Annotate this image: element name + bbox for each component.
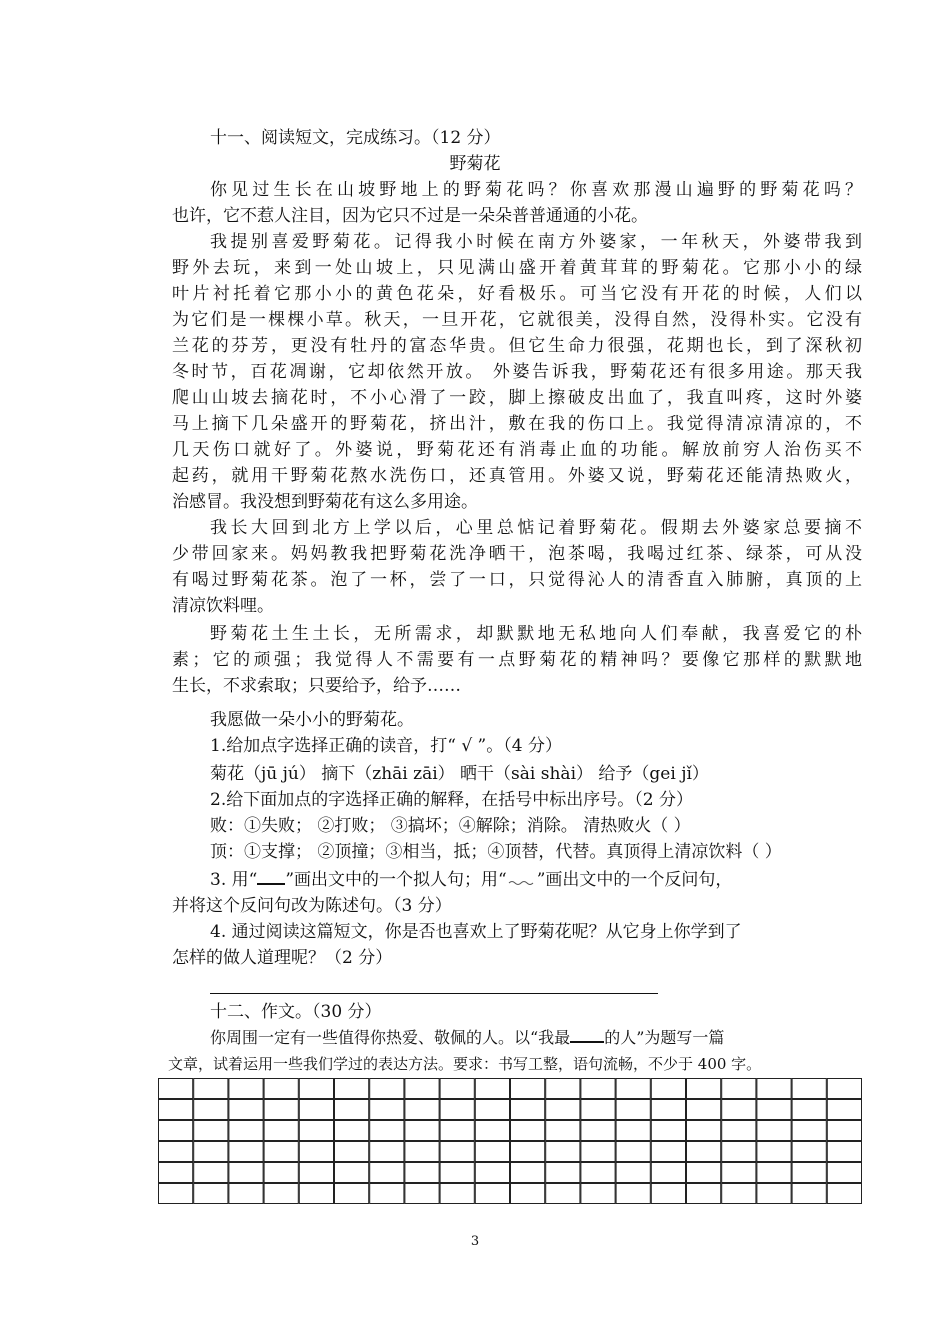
blank-underline <box>570 1027 604 1043</box>
grid-cell[interactable] <box>229 1100 263 1120</box>
grid-cell[interactable] <box>757 1079 791 1099</box>
grid-cell[interactable] <box>546 1142 580 1162</box>
grid-cell[interactable] <box>440 1100 474 1120</box>
passage-line: 治感冒。我没想到野菊花有这么多用途。 <box>172 492 478 512</box>
grid-cell[interactable] <box>827 1142 861 1162</box>
grid-cell[interactable] <box>299 1142 333 1162</box>
grid-cell[interactable] <box>651 1163 685 1183</box>
passage-line: 清凉饮料哩。 <box>172 596 274 616</box>
grid-cell[interactable] <box>370 1163 404 1183</box>
grid-cell[interactable] <box>827 1079 861 1099</box>
grid-cell[interactable] <box>159 1163 193 1183</box>
grid-cell[interactable] <box>475 1079 509 1099</box>
grid-cell[interactable] <box>264 1163 298 1183</box>
grid-cell[interactable] <box>335 1163 369 1183</box>
grid-cell[interactable] <box>651 1100 685 1120</box>
composition-prompt-part-b: 的人”为题写一篇 <box>604 1028 725 1047</box>
grid-cell[interactable] <box>405 1100 439 1120</box>
grid-cell[interactable] <box>581 1163 615 1183</box>
grid-cell[interactable] <box>792 1079 826 1099</box>
question-1-options: 菊花（jū jú） 摘下（zhāi zāi） 晒干（sài shài） 给予（gei jǐ） <box>210 764 709 784</box>
grid-cell[interactable] <box>616 1163 650 1183</box>
question-3-line-2: 并将这个反问句改为陈述句。（3 分） <box>172 896 452 916</box>
grid-cell[interactable] <box>440 1142 474 1162</box>
grid-cell[interactable] <box>651 1184 685 1204</box>
grid-cell[interactable] <box>475 1184 509 1204</box>
grid-cell[interactable] <box>722 1163 756 1183</box>
passage-line: 起药，就用干野菊花熬水洗伤口，还真管用。外婆又说，野菊花还能清热败火， <box>172 466 862 486</box>
grid-cell[interactable] <box>687 1100 721 1120</box>
composition-prompt-line-1 <box>210 1026 862 1050</box>
grid-cell[interactable] <box>757 1184 791 1204</box>
composition-prompt-line-2: 文章，试着运用一些我们学过的表达方法。要求：书写工整，语句流畅，不少于 400 字。 <box>168 1055 762 1073</box>
grid-cell[interactable] <box>264 1100 298 1120</box>
section12-heading: 十二、作文。（30 分） <box>210 1002 382 1022</box>
passage-line: 我长大回到北方上学以后，心里总惦记着野菊花。假期去外婆家总要摘不 <box>210 518 862 538</box>
grid-cell[interactable] <box>194 1142 228 1162</box>
grid-cell[interactable] <box>511 1100 545 1120</box>
grid-cell[interactable] <box>687 1121 721 1141</box>
grid-cell[interactable] <box>511 1184 545 1204</box>
grid-cell[interactable] <box>159 1100 193 1120</box>
grid-cell[interactable] <box>546 1121 580 1141</box>
grid-cell[interactable] <box>194 1163 228 1183</box>
grid-cell[interactable] <box>651 1142 685 1162</box>
grid-cell[interactable] <box>757 1100 791 1120</box>
grid-cell[interactable] <box>722 1121 756 1141</box>
grid-cell[interactable] <box>827 1184 861 1204</box>
writing-grid[interactable] <box>158 1078 862 1204</box>
grid-cell[interactable] <box>299 1079 333 1099</box>
passage-line: 兰花的芬芳，更没有牡丹的富态华贵。但它生命力很强，花期也长，到了深秋初 <box>172 336 862 356</box>
grid-cell[interactable] <box>511 1142 545 1162</box>
grid-cell[interactable] <box>159 1079 193 1099</box>
passage-line: 少带回家来。妈妈教我把野菊花洗净晒干，泡茶喝，我喝过红茶、绿茶，可从没 <box>172 544 862 564</box>
grid-cell[interactable] <box>722 1100 756 1120</box>
grid-cell[interactable] <box>827 1163 861 1183</box>
grid-cell[interactable] <box>546 1163 580 1183</box>
grid-cell[interactable] <box>440 1163 474 1183</box>
grid-cell[interactable] <box>511 1121 545 1141</box>
composition-prompt-part-a: 你周围一定有一些值得你热爱、敬佩的人。以“我最 <box>210 1028 571 1047</box>
passage-line: 我愿做一朵小小的野菊花。 <box>210 710 414 730</box>
grid-cell[interactable] <box>792 1184 826 1204</box>
grid-cell[interactable] <box>546 1184 580 1204</box>
question-2-line-1: 败：①失败； ②打败； ③搞坏；④解除；消除。 清热败火（ ） <box>210 816 691 836</box>
grid-cell[interactable] <box>335 1184 369 1204</box>
grid-cell[interactable] <box>440 1121 474 1141</box>
grid-cell[interactable] <box>264 1079 298 1099</box>
grid-cell[interactable] <box>405 1079 439 1099</box>
question-4-line-1: 4. 通过阅读这篇短文，你是否也喜欢上了野菊花呢？从它身上你学到了 <box>210 922 742 942</box>
grid-cell[interactable] <box>757 1142 791 1162</box>
grid-cell[interactable] <box>194 1079 228 1099</box>
grid-cell[interactable] <box>722 1184 756 1204</box>
passage-line: 素；它的顽强；我觉得人不需要有一点野菊花的精神吗？要像它那样的默默地 <box>172 650 862 670</box>
grid-cell[interactable] <box>616 1121 650 1141</box>
passage-line: 你见过生长在山坡野地上的野菊花吗？你喜欢那漫山遍野的野菊花吗？ <box>210 180 862 200</box>
passage-line: 几天伤口就好了。外婆说，野菊花还有消毒止血的功能。解放前穷人治伤买不 <box>172 440 862 460</box>
passage-line: 我提别喜爱野菊花。记得我小时候在南方外婆家，一年秋天，外婆带我到 <box>210 232 862 252</box>
grid-cell[interactable] <box>757 1121 791 1141</box>
grid-cell[interactable] <box>299 1184 333 1204</box>
grid-cell[interactable] <box>299 1100 333 1120</box>
passage-line: 生长，不求索取；只要给予，给予…… <box>172 676 461 696</box>
grid-cell[interactable] <box>159 1121 193 1141</box>
grid-cell[interactable] <box>546 1100 580 1120</box>
grid-cell[interactable] <box>722 1142 756 1162</box>
grid-cell[interactable] <box>229 1121 263 1141</box>
grid-cell[interactable] <box>229 1079 263 1099</box>
grid-cell[interactable] <box>440 1184 474 1204</box>
passage-title: 野菊花 <box>449 154 501 174</box>
grid-cell[interactable] <box>651 1079 685 1099</box>
question-3-part-2: ”画出文中的一个拟人句；用“ <box>285 870 507 890</box>
grid-cell[interactable] <box>792 1163 826 1183</box>
question-4-line-2: 怎样的做人道理呢？（2 分） <box>172 948 393 968</box>
grid-cell[interactable] <box>475 1100 509 1120</box>
grid-cell[interactable] <box>616 1184 650 1204</box>
passage-line: 冬时节，百花凋谢，它却依然开放。 外婆告诉我，野菊花还有很多用途。那天我 <box>172 362 862 382</box>
grid-cell[interactable] <box>370 1121 404 1141</box>
grid-cell[interactable] <box>827 1100 861 1120</box>
grid-cell[interactable] <box>651 1121 685 1141</box>
answer-line <box>210 993 658 994</box>
grid-cell[interactable] <box>405 1121 439 1141</box>
grid-cell[interactable] <box>194 1121 228 1141</box>
grid-cell[interactable] <box>229 1184 263 1204</box>
question-2-prompt: 2.给下面加点的字选择正确的解释，在括号中标出序号。（2 分） <box>210 790 693 810</box>
grid-cell[interactable] <box>687 1079 721 1099</box>
passage-line: 为它们是一棵棵小草。秋天，一旦开花，它就很美，没得自然，没得朴实。它没有 <box>172 310 862 330</box>
grid-cell[interactable] <box>687 1142 721 1162</box>
grid-cell[interactable] <box>616 1142 650 1162</box>
passage-line: 马上摘下几朵盛开的野菊花，挤出汁，敷在我的伤口上。我觉得清凉清凉的，不 <box>172 414 862 434</box>
question-2-line-2: 顶：①支撑； ②顶撞；③相当，抵；④顶替，代替。真顶得上清凉饮料（ ） <box>210 842 782 862</box>
passage-line: 也许，它不惹人注目，因为它只不过是一朵朵普普通通的小花。 <box>172 206 648 226</box>
grid-cell[interactable] <box>370 1100 404 1120</box>
grid-cell[interactable] <box>299 1121 333 1141</box>
grid-cell[interactable] <box>687 1184 721 1204</box>
grid-cell[interactable] <box>581 1079 615 1099</box>
grid-cell[interactable] <box>440 1079 474 1099</box>
question-3-part-3: ”画出文中的一个反问句， <box>536 870 733 890</box>
passage-line: 野外去玩，来到一处山坡上，只见满山盛开着黄茸茸的野菊花。它那小小的绿 <box>172 258 862 278</box>
grid-cell[interactable] <box>581 1100 615 1120</box>
grid-cell[interactable] <box>792 1100 826 1120</box>
grid-cell[interactable] <box>370 1079 404 1099</box>
passage-line: 野菊花土生土长，无所需求，却默默地无私地向人们奉献，我喜爱它的朴 <box>210 624 862 644</box>
grid-cell[interactable] <box>792 1142 826 1162</box>
grid-cell[interactable] <box>264 1142 298 1162</box>
grid-cell[interactable] <box>792 1121 826 1141</box>
grid-cell[interactable] <box>616 1079 650 1099</box>
section11-heading: 十一、阅读短文，完成练习。（12 分） <box>210 128 501 148</box>
grid-cell[interactable] <box>335 1121 369 1141</box>
grid-cell[interactable] <box>511 1163 545 1183</box>
grid-cell[interactable] <box>194 1100 228 1120</box>
grid-cell[interactable] <box>581 1142 615 1162</box>
passage-line: 有喝过野菊花茶。泡了一杯，尝了一口，只觉得沁人的清香直入肺腑，真顶的上 <box>172 570 862 590</box>
grid-cell[interactable] <box>159 1184 193 1204</box>
grid-cell[interactable] <box>475 1121 509 1141</box>
grid-cell[interactable] <box>405 1184 439 1204</box>
grid-cell[interactable] <box>335 1079 369 1099</box>
grid-cell[interactable] <box>335 1142 369 1162</box>
grid-cell[interactable] <box>370 1184 404 1204</box>
grid-cell[interactable] <box>581 1184 615 1204</box>
grid-cell[interactable] <box>405 1163 439 1183</box>
grid-cell[interactable] <box>335 1100 369 1120</box>
grid-cell[interactable] <box>264 1121 298 1141</box>
passage-line: 爬山山坡去摘花时，不小心滑了一跤，脚上擦破皮出血了，我直叫疼，这时外婆 <box>172 388 862 408</box>
grid-cell[interactable] <box>264 1184 298 1204</box>
grid-cell[interactable] <box>370 1142 404 1162</box>
grid-cell[interactable] <box>546 1079 580 1099</box>
question-1-prompt: 1.给加点字选择正确的读音，打“ √ ”。（4 分） <box>210 736 562 756</box>
passage-line: 叶片衬托着它那小小的黄色花朵，好看极乐。可当它没有开花的时候，人们以 <box>172 284 862 304</box>
grid-cell[interactable] <box>229 1163 263 1183</box>
grid-cell[interactable] <box>827 1121 861 1141</box>
grid-cell[interactable] <box>475 1142 509 1162</box>
straight-underline-mark <box>257 869 285 885</box>
question-3-part-1: 3. 用“ <box>210 870 258 890</box>
grid-cell[interactable] <box>757 1163 791 1183</box>
grid-cell[interactable] <box>475 1163 509 1183</box>
grid-cell[interactable] <box>616 1100 650 1120</box>
grid-cell[interactable] <box>299 1163 333 1183</box>
page-number: 3 <box>470 1234 480 1249</box>
grid-cell[interactable] <box>229 1142 263 1162</box>
grid-cell[interactable] <box>405 1142 439 1162</box>
grid-cell[interactable] <box>687 1163 721 1183</box>
question-3-line-1 <box>210 868 862 892</box>
grid-cell[interactable] <box>194 1184 228 1204</box>
grid-cell[interactable] <box>159 1142 193 1162</box>
wavy-underline-mark <box>507 871 537 885</box>
grid-cell[interactable] <box>581 1121 615 1141</box>
grid-cell[interactable] <box>511 1079 545 1099</box>
grid-cell[interactable] <box>722 1079 756 1099</box>
